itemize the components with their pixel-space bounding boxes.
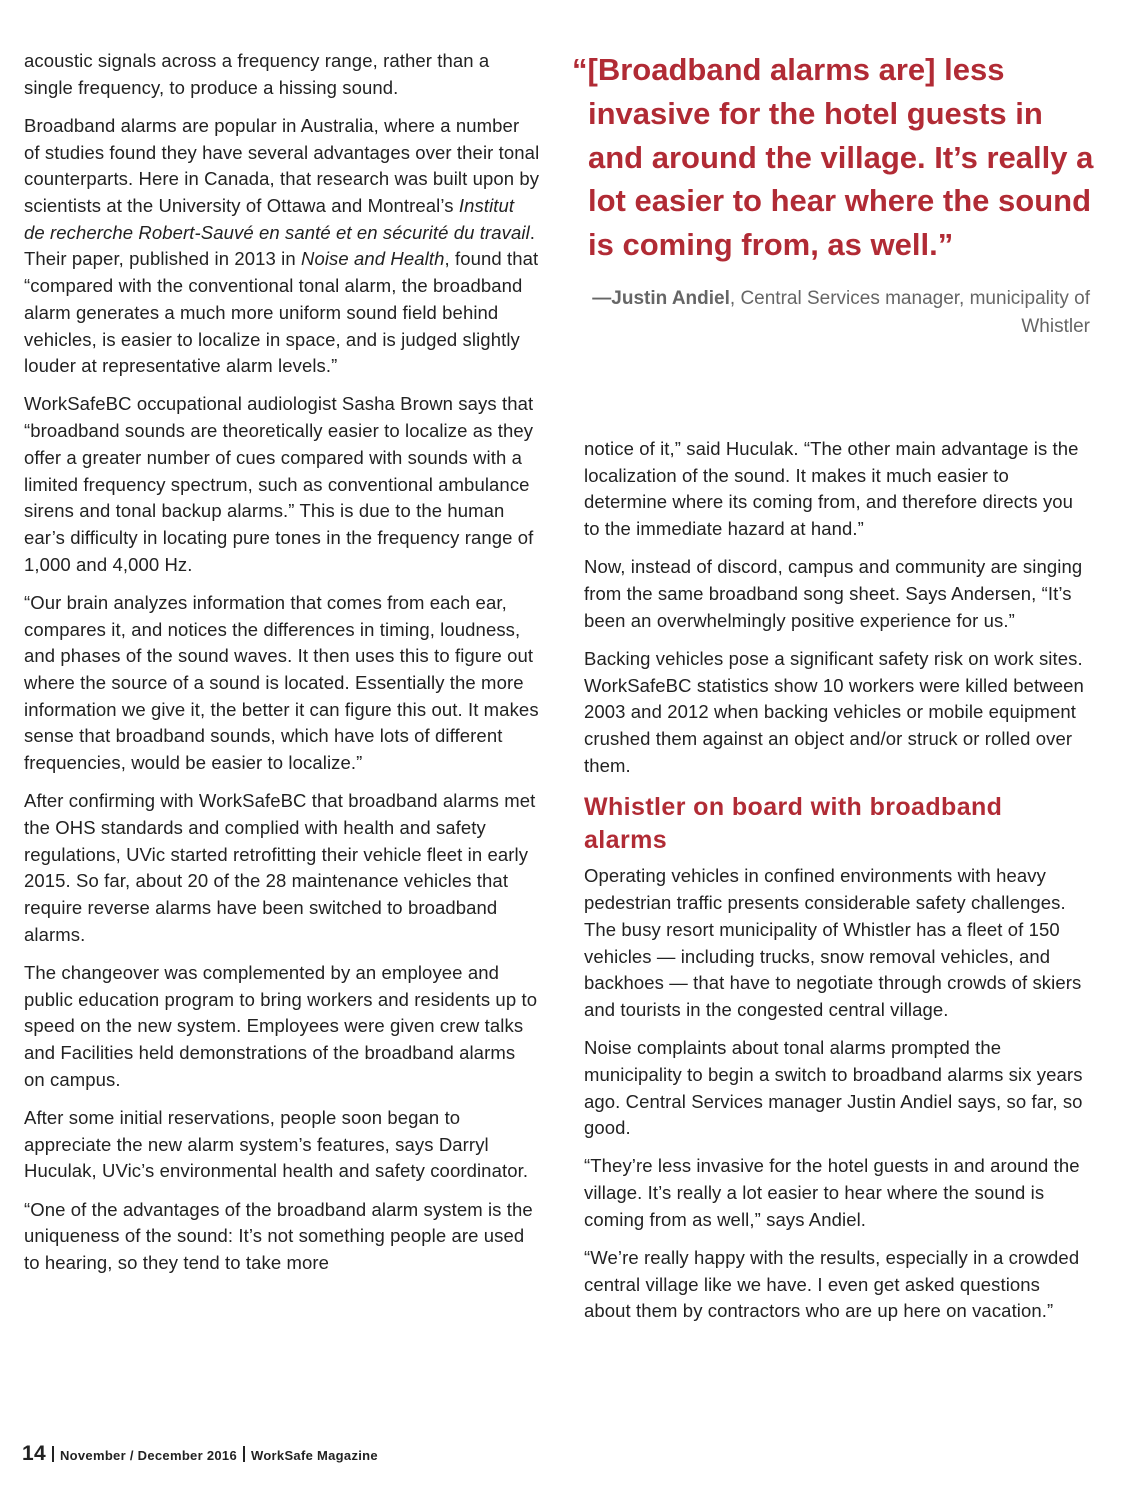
section-heading: Whistler on board with broadband alarms — [584, 793, 1003, 855]
page-number: 14 — [22, 1442, 46, 1465]
publication-name: WorkSafe Magazine — [250, 1448, 378, 1463]
paragraph: “Our brain analyzes information that comes from each ear, compares it, and notices the differences in timing, loudness, and phases of the sound waves. It then uses this to figure out where the source of a sound is located. Essentially the more information we give it, the better it can figure this out. It makes sense that broadband sounds, which have lots of different frequencies, would be easier to localize.” — [24, 591, 539, 774]
paragraph: “We’re really happy with the results, especially in a crowded central village like we have. I even get asked questions about them by contractors who are up here on vacation.” — [584, 1247, 1080, 1322]
attribution-name: —Justin Andiel — [592, 287, 730, 309]
footer-divider — [243, 1446, 245, 1462]
paragraph: “They’re less invasive for the hotel guests in and around the village. It’s really a lot easier to hear where the sound is coming from as well,” says Andiel. — [584, 1155, 1080, 1230]
right-column — [584, 436, 1090, 1337]
text-run: . Their paper, published in 2013 in — [24, 221, 536, 270]
issue-date: November / December 2016 — [59, 1448, 237, 1463]
pull-quote: “[Broadband alarms are] less invasive for the hotel guests in and around the village. It’s really a lot easier to hear where the sound is coming from, as well.” — [572, 52, 1094, 263]
text-run: , found that “compared with the conventional tonal alarm, the broadband alarm generates a much more uniform sound field behind vehicles, is easier to localize in space, and is judged slightly louder at representative alarm levels.” — [24, 248, 539, 377]
paragraph: Now, instead of discord, campus and community are singing from the same broadband song sheet. Says Andersen, “It’s been an overwhelmingly positive experience for us.” — [584, 556, 1083, 631]
paragraph: Operating vehicles in confined environments with heavy pedestrian traffic presents considerable safety challenges. The busy resort municipality of Whistler has a fleet of 150 vehicles — including trucks, snow removal vehicles, and backhoes — that have to negotiate through crowds of skiers and tourists in the congested central village. — [584, 865, 1082, 1020]
attribution-role: , Central Services manager, municipality of Whistler — [729, 287, 1090, 337]
footer-divider — [52, 1446, 54, 1462]
pull-quote-block — [572, 48, 1102, 341]
left-column — [24, 48, 540, 1288]
paragraph: Noise complaints about tonal alarms prompted the municipality to begin a switch to broadband alarms six years ago. Central Services manager Justin Andiel says, so far, so good. — [584, 1037, 1083, 1139]
pull-quote-attribution — [572, 285, 1102, 341]
paragraph: After some initial reservations, people soon began to appreciate the new alarm system’s features, says Darryl Huculak, UVic’s environmental health and safety coordinator. — [24, 1107, 529, 1182]
institute-name: Institut de recherche Robert-Sauvé en santé et en sécurité du travail — [24, 195, 530, 243]
paragraph: After confirming with WorkSafeBC that broadband alarms met the OHS standards and complied with health and safety regulations, UVic started retrofitting their vehicle fleet in early 2015. So far, about 20 of the 28 maintenance vehicles that require reverse alarms have been switched to broadband alarms. — [24, 790, 536, 945]
journal-name: Noise and Health — [300, 248, 445, 270]
page-footer — [22, 1442, 378, 1466]
text-run: Broadband alarms are popular in Australia, where a number of studies found they have several advantages over their tonal counterparts. Here in Canada, that research was built upon by scientists at the University of Ottawa and Montreal’s — [24, 114, 540, 217]
paragraph: The changeover was complemented by an employee and public education program to bring workers and residents up to speed on the new system. Employees were given crew talks and Facilities held demonstrations of the broadband alarms on campus. — [24, 962, 538, 1090]
paragraph: WorkSafeBC occupational audiologist Sasha Brown says that “broadband sounds are theoretically easier to localize as they offer a greater number of cues compared with sounds with a limited frequency spectrum, such as conventional ambulance sirens and tonal backup alarms.” This is due to the human ear’s difficulty in locating pure tones in the frequency range of 1,000 and 4,000 Hz. — [24, 393, 534, 575]
paragraph: Backing vehicles pose a significant safety risk on work sites. WorkSafeBC statistics show 10 workers were killed between 2003 and 2012 when backing vehicles or mobile equipment crushed them against an object and/or struck or rolled over them. — [584, 647, 1084, 776]
paragraph — [24, 113, 540, 380]
paragraph: “One of the advantages of the broadband alarm system is the uniqueness of the sound: It’s not something people are used to hearing, so they tend to take more — [24, 1198, 533, 1274]
paragraph: acoustic signals across a frequency range, rather than a single frequency, to produce a hissing sound. — [24, 50, 490, 98]
paragraph: notice of it,” said Huculak. “The other main advantage is the localization of the sound. It makes it much easier to determine where its coming from, and therefore directs you to the immediate hazard at hand.” — [584, 438, 1079, 540]
